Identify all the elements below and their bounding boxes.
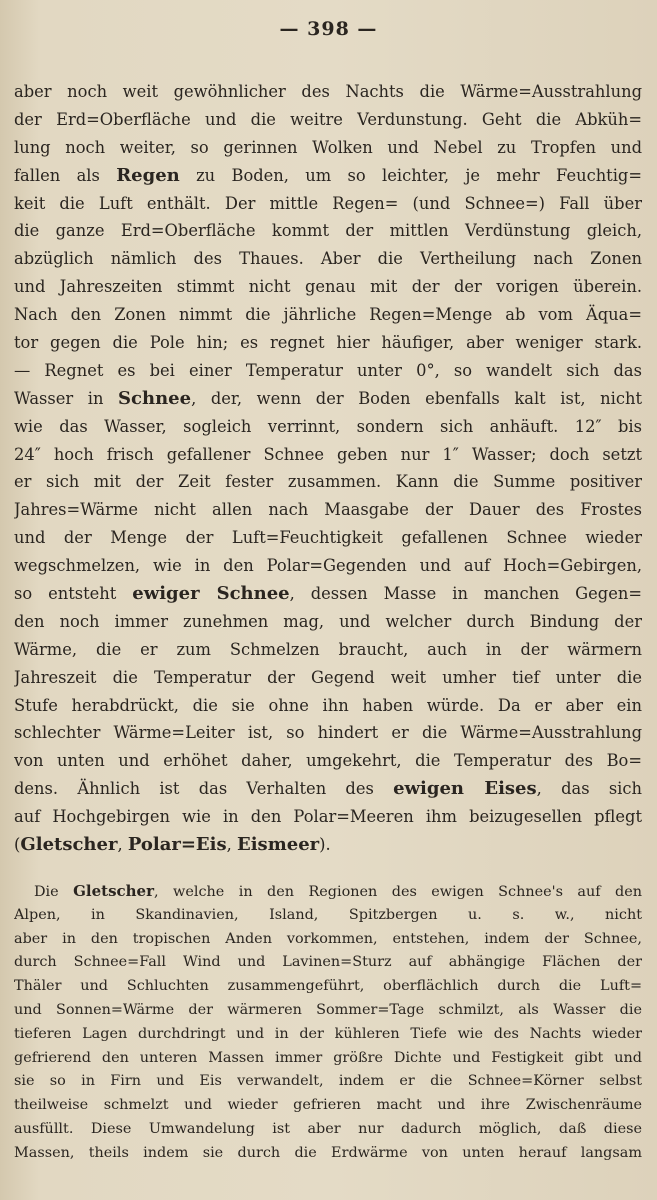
note-line: gefrierend den unteren Massen immer größre Dichte und Festigkeit gibt und <box>14 1049 642 1066</box>
text-line: der Erd=Oberfläche und die weitre Verdunstung. Geht die Abküh= <box>14 109 642 129</box>
note-line: aber in den tropischen Anden vorkommen, entstehen, indem der Schnee, <box>14 930 642 947</box>
text-line: lung noch weiter, so gerinnen Wolken und Nebel zu Tropfen und <box>14 137 642 157</box>
note-line: theilweise schmelzt und wieder gefrieren macht und ihre Zwischenräume <box>14 1097 642 1114</box>
text-span: , <box>226 835 237 855</box>
text-line: wie das Wasser, sogleich verrinnt, sondern sich anhäuft. 12″ bis <box>14 416 642 436</box>
main-paragraph <box>14 78 642 859</box>
note-line: und Sonnen=Wärme der wärmeren Sommer=Tage schmilzt, als Wasser die <box>14 1001 642 1018</box>
text-line: den noch immer zunehmen mag, und welcher durch Bindung der <box>14 611 642 631</box>
emphasized-term: Regen <box>116 164 180 186</box>
emphasized-term: Eismeer <box>237 834 320 856</box>
emphasized-term: ewigen Eises <box>393 778 537 800</box>
text-span: , dessen Masse in manchen Gegen= <box>289 584 642 604</box>
note-line: Massen, theils indem sie durch die Erdwärme von unten herauf langsam <box>14 1144 642 1161</box>
text-line: aber noch weit gewöhnlicher des Nachts die Wärme=Ausstrahlung <box>14 82 642 101</box>
text-line: und Jahreszeiten stimmt nicht genau mit der der vorigen überein. <box>14 277 642 297</box>
text-line: auf Hochgebirgen wie in den Polar=Meeren ihm beizugesellen pflegt <box>14 807 642 827</box>
text-span: Wasser in <box>14 388 119 408</box>
text-span: , <box>117 835 128 855</box>
text-line: die ganze Erd=Oberfläche kommt der mittlen Verdünstung gleich, <box>14 221 642 241</box>
text-line: Jahres=Wärme nicht allen nach Maasgabe der Dauer des Frostes <box>14 500 642 520</box>
text-line <box>14 831 642 859</box>
text-line: — Regnet es bei einer Temperatur unter 0°, so wandelt sich das <box>14 360 642 380</box>
emphasized-term: Polar=Eis <box>127 834 227 856</box>
text-line: Jahreszeit die Temperatur der Gegend weit umher tief unter die <box>14 667 642 687</box>
text-span: ( <box>14 835 21 855</box>
text-line <box>14 385 642 413</box>
text-line <box>14 162 642 190</box>
text-line: und der Menge der Luft=Feuchtigkeit gefallenen Schnee wieder <box>14 528 642 548</box>
note-line <box>14 880 642 904</box>
note-line: tieferen Lagen durchdringt und in der kühleren Tiefe wie des Nachts wieder <box>14 1025 642 1042</box>
text-line: tor gegen die Pole hin; es regnet hier häufiger, aber weniger stark. <box>14 333 642 353</box>
emphasized-term: ewiger Schnee <box>132 583 290 605</box>
text-line: wegschmelzen, wie in den Polar=Gegenden und auf Hoch=Gebirgen, <box>14 556 642 576</box>
text-span: fallen als <box>14 165 117 185</box>
text-span: so entsteht <box>14 584 133 604</box>
text-span: ). <box>319 835 331 855</box>
note-paragraph <box>14 880 642 1166</box>
text-line: von unten und erhöhet daher, umgekehrt, die Temperatur des Bo= <box>14 751 642 771</box>
text-span: dens. Ähnlich ist das Verhalten des <box>14 779 394 799</box>
page-number: — 398 — <box>279 18 378 40</box>
emphasized-term: Schnee <box>118 387 192 409</box>
emphasized-term: Gletscher <box>73 882 155 900</box>
note-line: durch Schnee=Fall Wind und Lavinen=Sturz auf abhängige Flächen der <box>14 954 642 971</box>
text-span: , welche in den Regionen des ewigen Schnee's auf den <box>154 884 642 900</box>
note-line: ausfüllt. Diese Umwandelung ist aber nur dadurch möglich, daß diese <box>14 1120 642 1137</box>
text-line: schlechter Wärme=Leiter ist, so hindert er die Wärme=Ausstrahlung <box>14 723 642 743</box>
text-line: 24″ hoch frisch gefallener Schnee geben nur 1″ Wasser; doch setzt <box>14 444 642 464</box>
note-line: Thäler und Schluchten zusammengeführt, oberflächlich durch die Luft= <box>14 978 642 995</box>
text-line: er sich mit der Zeit fester zusammen. Kann die Summe positiver <box>14 472 642 492</box>
text-line: Wärme, die er zum Schmelzen braucht, auch in der wärmern <box>14 639 642 659</box>
text-span: Die <box>34 884 74 900</box>
text-line: Stufe herabdrückt, die sie ohne ihn haben würde. Da er aber ein <box>14 695 642 715</box>
text-span: , der, wenn der Boden ebenfalls kalt ist, nicht <box>191 388 642 408</box>
text-line <box>14 775 642 803</box>
text-line: Nach den Zonen nimmt die jährliche Regen=Menge ab vom Äqua= <box>14 305 642 325</box>
text-span: zu Boden, um so leichter, je mehr Feuchtig= <box>179 165 642 185</box>
text-line: keit die Luft enthält. Der mittle Regen= (und Schnee=) Fall über <box>14 193 642 213</box>
note-line: sie so in Firn und Eis verwandelt, indem er die Schnee=Körner selbst <box>14 1073 642 1090</box>
text-span: , das sich <box>536 779 642 799</box>
note-line: Alpen, in Skandinavien, Island, Spitzbergen u. s. w., nicht <box>14 906 642 923</box>
text-line: abzüglich nämlich des Thaues. Aber die Vertheilung nach Zonen <box>14 249 642 269</box>
text-line <box>14 580 642 608</box>
emphasized-term: Gletscher <box>20 834 118 856</box>
